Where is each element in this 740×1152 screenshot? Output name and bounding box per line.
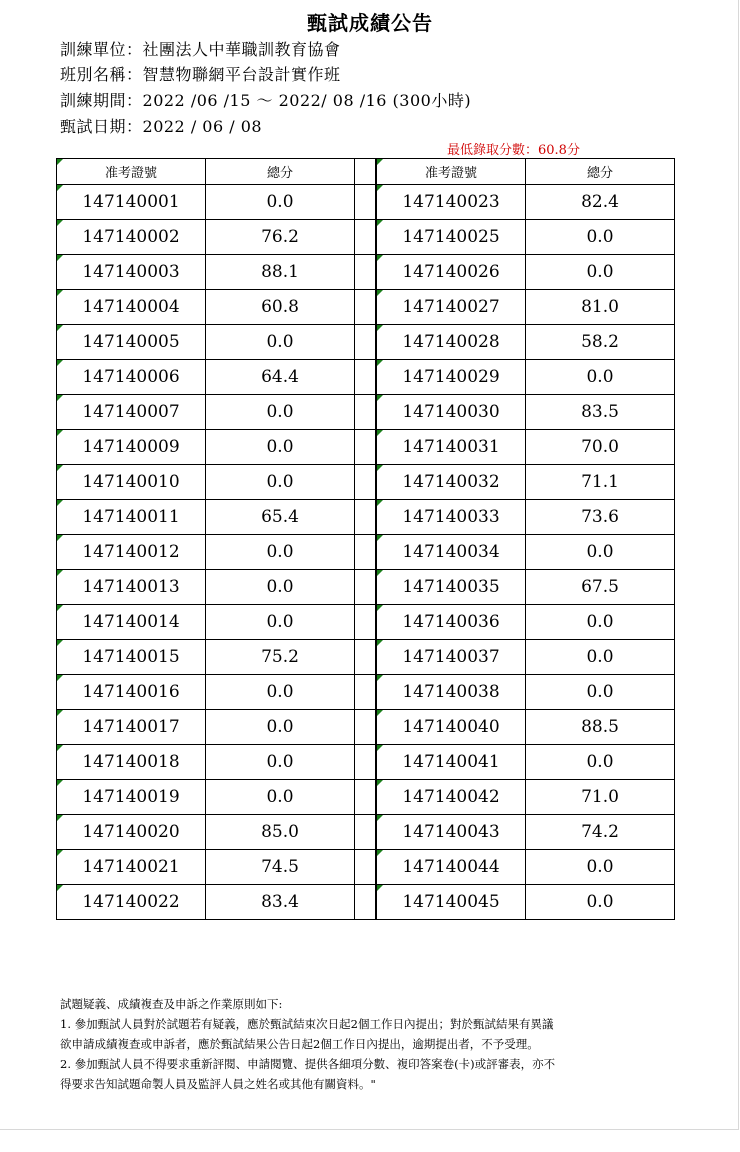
spacer-cell [355, 640, 376, 675]
exam-id-cell: 147140012 [57, 535, 206, 570]
training-period-value: 2022 /06 /15 ～ 2022/ 08 /16 (300小時) [142, 91, 472, 110]
total-score-cell: 0.0 [526, 605, 675, 640]
spacer-cell [355, 675, 376, 710]
spacer-cell [355, 780, 376, 815]
total-score-cell: 65.4 [206, 500, 355, 535]
total-score-cell: 0.0 [206, 535, 355, 570]
total-score-cell: 76.2 [206, 220, 355, 255]
table-row [377, 500, 675, 535]
total-score-cell: 0.0 [526, 220, 675, 255]
table-row [377, 255, 675, 290]
exam-id-cell: 147140034 [377, 535, 526, 570]
spacer-cell [355, 290, 376, 325]
exam-id-cell: 147140015 [57, 640, 206, 675]
total-score-cell: 0.0 [526, 255, 675, 290]
total-score-cell: 0.0 [206, 745, 355, 780]
exam-date-line [60, 114, 262, 137]
spacer-cell [355, 220, 376, 255]
total-score-cell: 60.8 [206, 290, 355, 325]
total-score-cell: 85.0 [206, 815, 355, 850]
exam-id-cell: 147140001 [57, 185, 206, 220]
total-score-cell: 0.0 [526, 640, 675, 675]
table-row [377, 885, 675, 920]
total-score-cell: 67.5 [526, 570, 675, 605]
exam-id-cell: 147140011 [57, 500, 206, 535]
exam-id-cell: 147140029 [377, 360, 526, 395]
spacer-cell [355, 570, 376, 605]
table-row [377, 290, 675, 325]
table-row [377, 360, 675, 395]
exam-id-cell: 147140002 [57, 220, 206, 255]
total-score-cell: 0.0 [206, 465, 355, 500]
table-row [377, 640, 675, 675]
table-row [377, 605, 675, 640]
total-score-cell: 0.0 [206, 430, 355, 465]
training-unit-value: 社團法人中華職訓教育協會 [142, 40, 341, 59]
notes-line: 1. 參加甄試人員對於試題若有疑義，應於甄試結束次日起2個工作日內提出；對於甄試結果有異議 [60, 1017, 554, 1031]
spacer-cell [355, 605, 376, 640]
column-header-exam-id: 准考證號 [57, 159, 206, 185]
spacer-cell [355, 500, 376, 535]
table-row [377, 710, 675, 745]
exam-id-cell: 147140044 [377, 850, 526, 885]
spacer-cell [355, 465, 376, 500]
exam-id-cell: 147140013 [57, 570, 206, 605]
total-score-cell: 71.0 [526, 780, 675, 815]
spacer-cell [355, 395, 376, 430]
table-row [377, 570, 675, 605]
column-header-total-score: 總分 [526, 159, 675, 185]
column-header-total-score: 總分 [206, 159, 355, 185]
exam-id-cell: 147140019 [57, 780, 206, 815]
exam-id-cell: 147140038 [377, 675, 526, 710]
table-row [57, 255, 376, 290]
exam-id-cell: 147140037 [377, 640, 526, 675]
table-header-row [377, 159, 675, 185]
exam-id-cell: 147140003 [57, 255, 206, 290]
total-score-cell: 0.0 [526, 675, 675, 710]
spacer-cell [355, 850, 376, 885]
table-row [57, 185, 376, 220]
spacer-cell [355, 360, 376, 395]
spacer-cell [355, 815, 376, 850]
table-row [57, 850, 376, 885]
table-row [57, 885, 376, 920]
table-row [377, 395, 675, 430]
exam-id-cell: 147140018 [57, 745, 206, 780]
exam-id-cell: 147140045 [377, 885, 526, 920]
total-score-cell: 70.0 [526, 430, 675, 465]
exam-id-cell: 147140023 [377, 185, 526, 220]
table-row [57, 535, 376, 570]
table-row [377, 745, 675, 780]
spacer-cell [355, 885, 376, 920]
exam-id-cell: 147140022 [57, 885, 206, 920]
spacer-cell [355, 535, 376, 570]
total-score-cell: 88.5 [526, 710, 675, 745]
exam-id-cell: 147140043 [377, 815, 526, 850]
total-score-cell: 74.2 [526, 815, 675, 850]
class-name-line [60, 62, 341, 85]
exam-id-cell: 147140017 [57, 710, 206, 745]
table-row [57, 745, 376, 780]
table-row [377, 815, 675, 850]
exam-date-value: 2022 / 06 / 08 [142, 117, 263, 136]
spacer-cell [355, 710, 376, 745]
exam-id-cell: 147140005 [57, 325, 206, 360]
total-score-cell: 0.0 [526, 850, 675, 885]
total-score-cell: 0.0 [206, 570, 355, 605]
exam-id-cell: 147140042 [377, 780, 526, 815]
table-row [57, 710, 376, 745]
table-row [57, 360, 376, 395]
training-period-label: 訓練期間： [60, 91, 143, 110]
table-row [377, 185, 675, 220]
exam-id-cell: 147140026 [377, 255, 526, 290]
table-row [57, 290, 376, 325]
table-row [377, 675, 675, 710]
total-score-cell: 0.0 [526, 360, 675, 395]
exam-id-cell: 147140031 [377, 430, 526, 465]
exam-id-cell: 147140006 [57, 360, 206, 395]
total-score-cell: 0.0 [206, 710, 355, 745]
exam-id-cell: 147140010 [57, 465, 206, 500]
total-score-cell: 83.4 [206, 885, 355, 920]
total-score-cell: 82.4 [526, 185, 675, 220]
exam-id-cell: 147140016 [57, 675, 206, 710]
total-score-cell: 58.2 [526, 325, 675, 360]
table-row [377, 780, 675, 815]
exam-id-cell: 147140007 [57, 395, 206, 430]
total-score-cell: 64.4 [206, 360, 355, 395]
notes-line: 2. 參加甄試人員不得要求重新評閱、申請閱覽、提供各細項分數、複印答案卷(卡)或評審表，亦不 [60, 1057, 556, 1071]
training-unit-line [60, 37, 341, 60]
exam-id-cell: 147140025 [377, 220, 526, 255]
exam-id-cell: 147140040 [377, 710, 526, 745]
minimum-admission-score: 最低錄取分數：60.8分 [447, 143, 580, 158]
total-score-cell: 0.0 [526, 745, 675, 780]
total-score-cell: 75.2 [206, 640, 355, 675]
exam-id-cell: 147140028 [377, 325, 526, 360]
total-score-cell: 0.0 [206, 780, 355, 815]
table-row [57, 465, 376, 500]
table-row [57, 570, 376, 605]
total-score-cell: 73.6 [526, 500, 675, 535]
exam-id-cell: 147140041 [377, 745, 526, 780]
table-row [57, 325, 376, 360]
exam-id-cell: 147140020 [57, 815, 206, 850]
exam-id-cell: 147140021 [57, 850, 206, 885]
table-row [57, 500, 376, 535]
spacer-cell [355, 185, 376, 220]
notes-heading: 試題疑義、成績複查及申訴之作業原則如下: [60, 997, 283, 1011]
spacer-cell [355, 745, 376, 780]
total-score-cell: 0.0 [206, 185, 355, 220]
table-row [57, 220, 376, 255]
exam-date-label: 甄試日期： [60, 117, 143, 136]
table-header-row [57, 159, 376, 185]
table-row [377, 430, 675, 465]
exam-id-cell: 147140014 [57, 605, 206, 640]
table-row [57, 780, 376, 815]
table-row [377, 220, 675, 255]
table-row [57, 395, 376, 430]
exam-id-cell: 147140033 [377, 500, 526, 535]
total-score-cell: 0.0 [206, 675, 355, 710]
spacer-cell [355, 255, 376, 290]
exam-id-cell: 147140009 [57, 430, 206, 465]
exam-id-cell: 147140035 [377, 570, 526, 605]
spacer-cell [355, 430, 376, 465]
class-name-value: 智慧物聯網平台設計實作班 [142, 65, 341, 84]
table-row [377, 535, 675, 570]
table-row [57, 640, 376, 675]
notes-line: 得要求告知試題命製人員及監評人員之姓名或其他有關資料。" [60, 1077, 376, 1091]
notes-line: 欲申請成績複查或申訴者，應於甄試結果公告日起2個工作日內提出，逾期提出者，不予受理。 [60, 1037, 539, 1051]
scores-table-left [56, 158, 376, 920]
total-score-cell: 0.0 [206, 325, 355, 360]
training-unit-label: 訓練單位： [60, 40, 143, 59]
table-row [57, 430, 376, 465]
appeal-notes [60, 994, 680, 1094]
table-row [377, 850, 675, 885]
total-score-cell: 71.1 [526, 465, 675, 500]
total-score-cell: 88.1 [206, 255, 355, 290]
table-row [57, 815, 376, 850]
total-score-cell: 0.0 [206, 605, 355, 640]
column-header-exam-id: 准考證號 [377, 159, 526, 185]
class-name-label: 班別名稱： [60, 65, 143, 84]
table-row [57, 605, 376, 640]
training-period-line [60, 88, 471, 111]
total-score-cell: 83.5 [526, 395, 675, 430]
table-row [57, 675, 376, 710]
total-score-cell: 0.0 [206, 395, 355, 430]
exam-id-cell: 147140004 [57, 290, 206, 325]
table-row [377, 325, 675, 360]
exam-id-cell: 147140027 [377, 290, 526, 325]
total-score-cell: 0.0 [526, 885, 675, 920]
total-score-cell: 74.5 [206, 850, 355, 885]
exam-id-cell: 147140030 [377, 395, 526, 430]
scores-table-right [376, 158, 675, 920]
spacer-cell [355, 325, 376, 360]
table-row [377, 465, 675, 500]
exam-id-cell: 147140032 [377, 465, 526, 500]
total-score-cell: 81.0 [526, 290, 675, 325]
total-score-cell: 0.0 [526, 535, 675, 570]
spacer-cell [355, 159, 376, 185]
exam-id-cell: 147140036 [377, 605, 526, 640]
page-title: 甄試成績公告 [307, 11, 433, 35]
